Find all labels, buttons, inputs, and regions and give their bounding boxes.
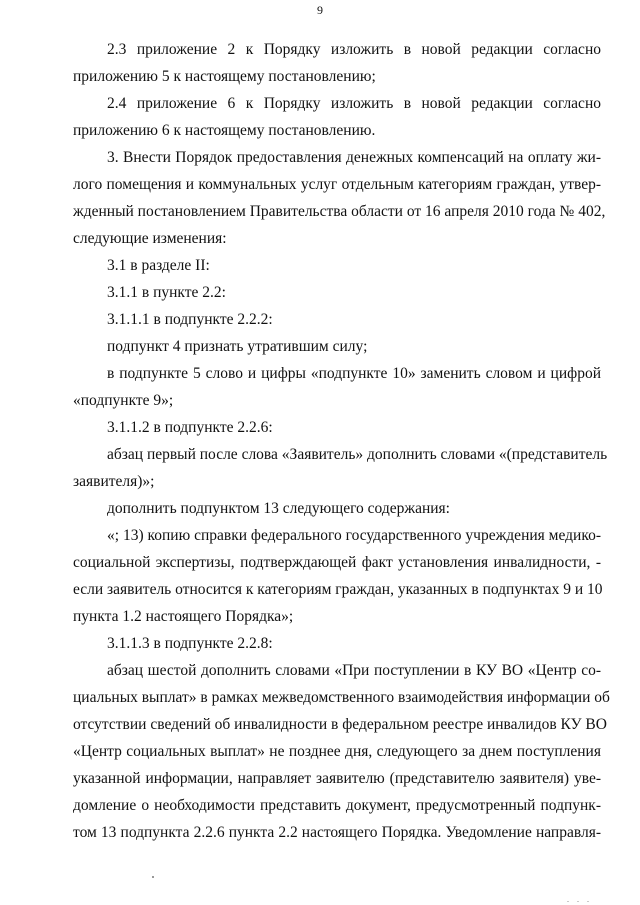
text-line: «подпункте 9»;: [73, 392, 174, 409]
text-line: «Центр социальных выплат» не позднее дня, следующего за днем поступления: [73, 743, 601, 760]
text-line: дополнить подпунктом 13 следующего содержания:: [107, 500, 450, 517]
text-line: циальных выплат» в рамках межведомственного взаимодействия информации об: [73, 689, 610, 706]
text-line: приложению 6 к настоящему постановлению.: [73, 122, 376, 139]
text-line: подпункт 4 признать утратившим силу;: [107, 338, 368, 355]
scan-speck: . . .: [567, 895, 592, 904]
scan-speck: [152, 876, 154, 878]
text-line: 3.1.1 в пункте 2.2:: [107, 284, 226, 301]
text-line: домление о необходимости представить документ, предусмотренный подпунк-: [73, 797, 601, 814]
text-line: в подпункте 5 слово и цифры «подпункте 10» заменить словом и цифрой: [107, 365, 601, 382]
text-line: заявителя)»;: [73, 473, 155, 490]
text-line: том 13 подпункта 2.2.6 пункта 2.2 настоящего Порядка. Уведомление направля-: [73, 824, 601, 841]
text-line: абзац шестой дополнить словами «При поступлении в КУ ВО «Центр со-: [107, 662, 601, 679]
text-line: социальной экспертизы, подтверждающей факт установления инвалидности, -: [73, 554, 601, 571]
text-line: 3. Внести Порядок предоставления денежных компенсаций на оплату жи-: [107, 149, 601, 166]
text-line: абзац первый после слова «Заявитель» дополнить словами «(представитель: [107, 446, 608, 463]
page-number: 9: [317, 3, 323, 17]
text-line: 3.1.1.2 в подпункте 2.2.6:: [107, 419, 273, 436]
text-line: следующие изменения:: [73, 230, 227, 247]
text-line: 2.4 приложение 6 к Порядку изложить в новой редакции согласно: [107, 95, 601, 112]
text-line: жденный постановлением Правительства области от 16 апреля 2010 года № 402,: [73, 203, 606, 220]
text-line: отсутствии сведений об инвалидности в федеральном реестре инвалидов КУ ВО: [73, 716, 607, 733]
text-line: 3.1 в разделе II:: [107, 257, 210, 274]
text-line: лого помещения и коммунальных услуг отдельным категориям граждан, утвер-: [73, 176, 601, 193]
text-line: «; 13) копию справки федерального государственного учреждения медико-: [107, 527, 601, 544]
text-line: приложению 5 к настоящему постановлению;: [73, 68, 376, 85]
text-line: 3.1.1.3 в подпункте 2.2.8:: [107, 635, 273, 652]
text-line: если заявитель относится к категориям граждан, указанных в подпунктах 9 и 10: [73, 581, 603, 598]
text-line: 2.3 приложение 2 к Порядку изложить в новой редакции согласно: [107, 41, 601, 58]
text-line: 3.1.1.1 в подпункте 2.2.2:: [107, 311, 273, 328]
text-line: указанной информации, направляет заявителю (представителю заявителя) уве-: [73, 770, 601, 787]
text-line: пункта 1.2 настоящего Порядка»;: [73, 608, 294, 625]
